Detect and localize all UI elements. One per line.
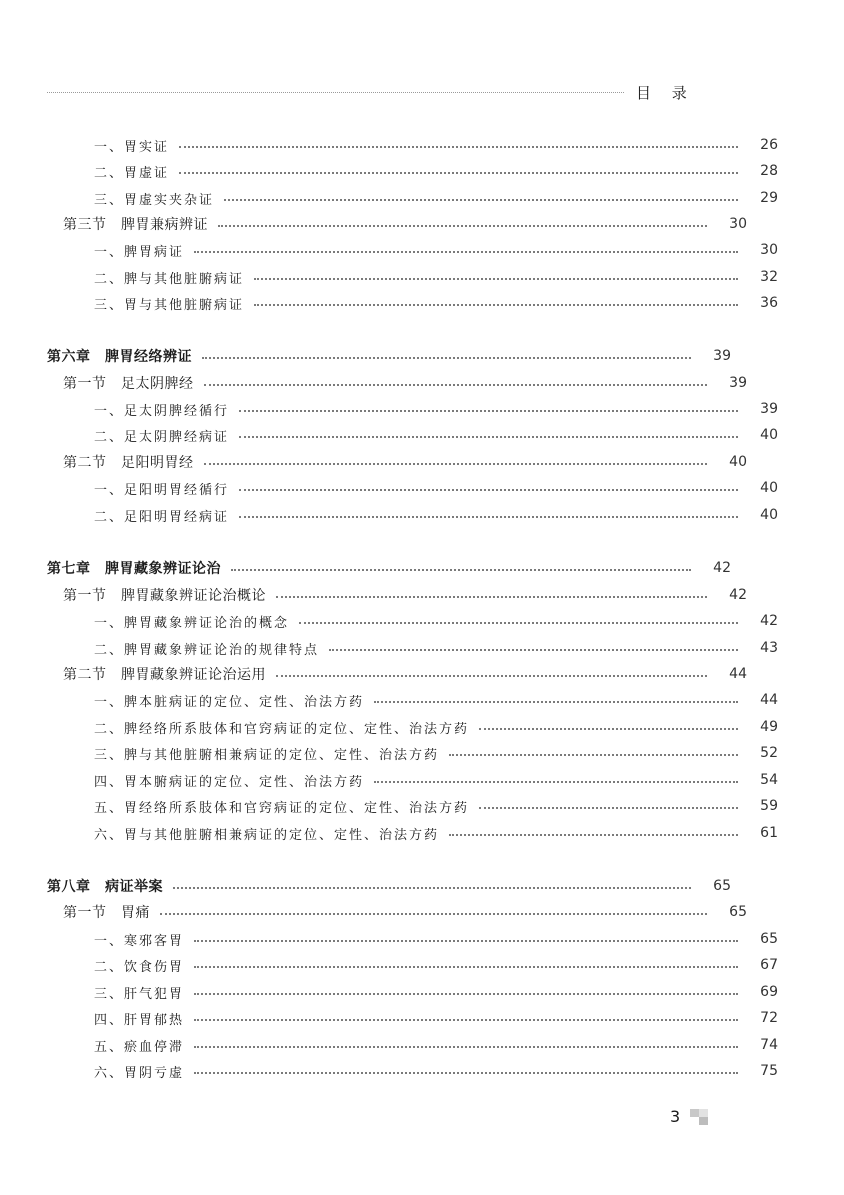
- toc-page-number: 42: [729, 587, 747, 603]
- toc-item[interactable]: [0, 503, 844, 527]
- toc-page-number: 30: [729, 216, 747, 232]
- toc-item[interactable]: [0, 821, 844, 845]
- toc-page-number: 26: [760, 137, 778, 153]
- toc-section[interactable]: [0, 450, 813, 474]
- toc-section[interactable]: [0, 900, 813, 924]
- toc-entry-title: 第七章 脾胃藏象辨证论治: [47, 561, 221, 577]
- toc-page-number: 39: [760, 401, 778, 417]
- toc-page-number: 54: [760, 772, 778, 788]
- toc-entry-title: 第一节 足太阴脾经: [63, 376, 194, 392]
- toc-dot-leader: [479, 728, 738, 730]
- toc-chapter[interactable]: [0, 556, 797, 580]
- toc-entry-title: 二、胃虚证: [94, 165, 170, 181]
- toc-entry-title: 二、饮食伤胃: [94, 959, 185, 975]
- toc-dot-leader: [194, 966, 738, 968]
- toc-dot-leader: [449, 834, 738, 836]
- toc-page-number: 61: [760, 825, 778, 841]
- toc-dot-leader: [299, 622, 738, 624]
- toc-page-number: 44: [729, 666, 747, 682]
- toc-page-number: 65: [713, 878, 731, 894]
- toc-dot-leader: [239, 410, 738, 412]
- toc-entry-title: 二、脾胃藏象辨证论治的规律特点: [94, 642, 320, 658]
- corner-ornament-icon: [690, 1109, 708, 1125]
- toc-page-number: 67: [760, 957, 778, 973]
- toc-page-number: 44: [760, 692, 778, 708]
- toc-item[interactable]: [0, 1033, 844, 1057]
- toc-page-number: 49: [760, 719, 778, 735]
- toc-entry-title: 一、足太阴脾经循行: [94, 403, 230, 419]
- toc-page-number: 40: [760, 507, 778, 523]
- toc-page-number: 42: [713, 560, 731, 576]
- toc-dot-leader: [194, 940, 738, 942]
- toc-item[interactable]: [0, 927, 844, 951]
- toc-dot-leader: [374, 781, 738, 783]
- toc-dot-leader: [224, 199, 738, 201]
- toc-item[interactable]: [0, 186, 844, 210]
- toc-dot-leader: [194, 1019, 738, 1021]
- toc-entry-title: 第三节 脾胃兼病辨证: [63, 217, 208, 233]
- toc-dot-leader: [254, 304, 738, 306]
- toc-page-number: 32: [760, 269, 778, 285]
- toc-item[interactable]: [0, 476, 844, 500]
- toc-dot-leader: [449, 754, 738, 756]
- toc-page-number: 39: [729, 375, 747, 391]
- toc-entry-title: 一、胃实证: [94, 139, 170, 155]
- toc-entry-title: 二、足阳明胃经病证: [94, 509, 230, 525]
- toc-entry-title: 第一节 胃痛: [63, 905, 150, 921]
- toc-dot-leader: [194, 993, 738, 995]
- toc-page-number: 74: [760, 1037, 778, 1053]
- toc-item[interactable]: [0, 291, 844, 315]
- toc-page-number: 42: [760, 613, 778, 629]
- toc-dot-leader: [276, 675, 707, 677]
- toc-dot-leader: [239, 489, 738, 491]
- toc-item[interactable]: [0, 715, 844, 739]
- toc-section[interactable]: [0, 583, 813, 607]
- running-title: 目 录: [636, 84, 695, 102]
- toc-page-number: 65: [760, 931, 778, 947]
- toc-item[interactable]: [0, 133, 844, 157]
- toc-entry-title: 四、胃本腑病证的定位、定性、治法方药: [94, 774, 365, 790]
- toc-entry-title: 四、肝胃郁热: [94, 1012, 185, 1028]
- toc-dot-leader: [202, 357, 691, 359]
- toc-page-number: 75: [760, 1063, 778, 1079]
- toc-page-number: 59: [760, 798, 778, 814]
- toc-entry-title: 一、脾胃病证: [94, 244, 185, 260]
- toc-entry-title: 五、胃经络所系肢体和官窍病证的定位、定性、治法方药: [94, 800, 470, 816]
- toc-item[interactable]: [0, 741, 844, 765]
- toc-page-number: 36: [760, 295, 778, 311]
- toc-page-number: 39: [713, 348, 731, 364]
- toc-entry-title: 三、肝气犯胃: [94, 986, 185, 1002]
- toc-item[interactable]: [0, 980, 844, 1004]
- toc-entry-title: 一、足阳明胃经循行: [94, 482, 230, 498]
- toc-dot-leader: [239, 516, 738, 518]
- toc-page-number: 69: [760, 984, 778, 1000]
- toc-item[interactable]: [0, 397, 844, 421]
- toc-item[interactable]: [0, 265, 844, 289]
- toc-entry-title: 二、脾与其他脏腑病证: [94, 271, 245, 287]
- toc-item[interactable]: [0, 1006, 844, 1030]
- toc-item[interactable]: [0, 953, 844, 977]
- page-number: 3: [670, 1107, 681, 1126]
- toc-chapter[interactable]: [0, 344, 797, 368]
- toc-dot-leader: [254, 278, 738, 280]
- toc-entry-title: 第一节 脾胃藏象辨证论治概论: [63, 588, 266, 604]
- toc-dot-leader: [194, 1046, 738, 1048]
- toc-entry-title: 三、胃与其他脏腑病证: [94, 297, 245, 313]
- toc-page-number: 52: [760, 745, 778, 761]
- toc-entry-title: 六、胃阴亏虚: [94, 1065, 185, 1081]
- toc-item[interactable]: [0, 768, 844, 792]
- toc-dot-leader: [204, 463, 708, 465]
- toc-section[interactable]: [0, 371, 813, 395]
- toc-dot-leader: [194, 251, 738, 253]
- toc-entry-title: 二、足太阴脾经病证: [94, 429, 230, 445]
- toc-entry-title: 三、胃虚实夹杂证: [94, 192, 215, 208]
- toc-item[interactable]: [0, 1059, 844, 1083]
- toc-dot-leader: [231, 569, 691, 571]
- toc-item[interactable]: [0, 609, 844, 633]
- toc-entry-title: 三、脾与其他脏腑相兼病证的定位、定性、治法方药: [94, 747, 440, 763]
- toc-dot-leader: [173, 887, 691, 889]
- toc-item[interactable]: [0, 423, 844, 447]
- toc-item[interactable]: [0, 159, 844, 183]
- toc-item[interactable]: [0, 636, 844, 660]
- toc-dot-leader: [329, 649, 738, 651]
- toc-page-number: 29: [760, 190, 778, 206]
- toc-page-number: 40: [760, 427, 778, 443]
- toc-dot-leader: [179, 146, 738, 148]
- toc-dot-leader: [204, 384, 708, 386]
- toc-entry-title: 一、寒邪客胃: [94, 933, 185, 949]
- toc-item[interactable]: [0, 688, 844, 712]
- toc-page-number: 72: [760, 1010, 778, 1026]
- toc-page-number: 28: [760, 163, 778, 179]
- toc-page-number: 30: [760, 242, 778, 258]
- toc-page-number: 40: [760, 480, 778, 496]
- toc-item[interactable]: [0, 238, 844, 262]
- toc-dot-leader: [276, 596, 707, 598]
- toc-section[interactable]: [0, 212, 813, 236]
- toc-dot-leader: [218, 225, 707, 227]
- toc-dot-leader: [160, 913, 707, 915]
- toc-entry-title: 第二节 足阳明胃经: [63, 455, 194, 471]
- toc-entry-title: 二、脾经络所系肢体和官窍病证的定位、定性、治法方药: [94, 721, 470, 737]
- toc-entry-title: 第二节 脾胃藏象辨证论治运用: [63, 667, 266, 683]
- toc-dot-leader: [239, 436, 738, 438]
- toc-section[interactable]: [0, 662, 813, 686]
- toc-page-number: 43: [760, 640, 778, 656]
- toc-dot-leader: [179, 172, 738, 174]
- toc-item[interactable]: [0, 794, 844, 818]
- toc-dot-leader: [479, 807, 738, 809]
- toc-chapter[interactable]: [0, 874, 797, 898]
- toc-entry-title: 六、胃与其他脏腑相兼病证的定位、定性、治法方药: [94, 827, 440, 843]
- toc-page-number: 65: [729, 904, 747, 920]
- toc-dot-leader: [194, 1072, 738, 1074]
- toc-entry-title: 第八章 病证举案: [47, 879, 163, 895]
- toc-entry-title: 一、脾本脏病证的定位、定性、治法方药: [94, 694, 365, 710]
- toc-page-number: 40: [729, 454, 747, 470]
- toc-dot-leader: [374, 701, 738, 703]
- toc-entry-title: 第六章 脾胃经络辨证: [47, 349, 192, 365]
- toc-entry-title: 一、脾胃藏象辨证论治的概念: [94, 615, 290, 631]
- toc-entry-title: 五、瘀血停滞: [94, 1039, 185, 1055]
